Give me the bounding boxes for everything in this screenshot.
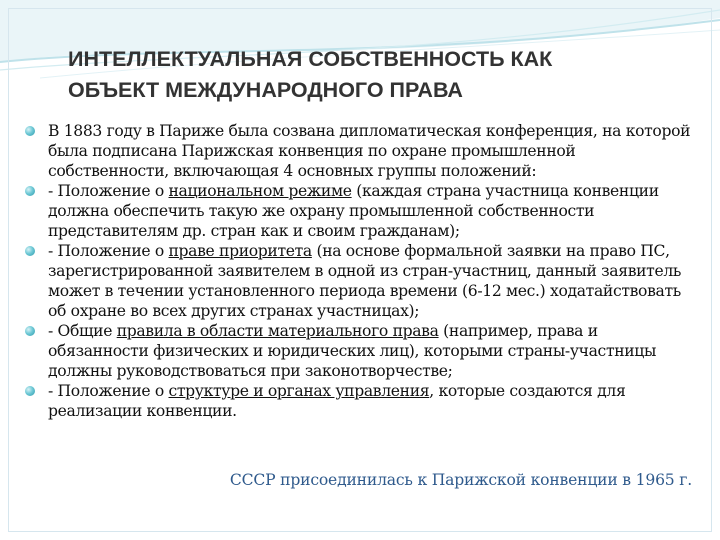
bullet-item [22, 321, 700, 381]
round-bullet-icon [25, 386, 35, 396]
bullet-text-after: (каждая страна участница конвенции должна обеспечить такую же охрану промышленной собственности представителям др. стран как и своим гражданам); [48, 182, 659, 240]
bullet-text-before: - Общие [48, 322, 117, 340]
round-bullet-icon [25, 186, 35, 196]
bullet-text-after: (например, права и обязанности физических и юридических лиц), которыми страны-участницы должны руководствоваться при законотворчестве; [48, 322, 657, 380]
slide-title-line-1: ИНТЕЛЛЕКТУАЛЬНАЯ СОБСТВЕННОСТЬ КАК [68, 47, 553, 71]
round-bullet-icon [25, 246, 35, 256]
round-bullet-icon [25, 326, 35, 336]
bullet-text-after: , которые создаются для реализации конвенции. [48, 382, 626, 420]
bullet-item [22, 121, 700, 181]
bullet-underlined-term: национальном режиме [168, 182, 352, 200]
bullet-list [22, 121, 700, 421]
bullet-item [22, 241, 700, 321]
slide-title [68, 44, 668, 106]
bullet-item [22, 381, 700, 421]
bullet-text-before: - Положение о [48, 382, 169, 400]
slide-title-line-2: ОБЪЕКТ МЕЖДУНАРОДНОГО ПРАВА [68, 78, 463, 102]
closing-note: СССР присоединилась к Парижской конвенции в 1965 г. [229, 471, 692, 489]
bullet-underlined-term: структуре и органах управления [168, 382, 430, 400]
bullet-text: В 1883 году в Париже была созвана дипломатическая конференция, на которой была подписана Парижская конвенция по охране промышленной собственности, включающая 4 основных группы положений: [48, 122, 691, 180]
bullet-underlined-term: праве приоритета [168, 242, 312, 260]
bullet-text-before: - Положение о [48, 182, 169, 200]
bullet-text-after: (на основе формальной заявки на право ПС, зарегистрированной заявителем в одной из стран-участниц, данный заявитель может в течении установленного периода времени (6-12 мес.) ходатайствовать об охране во всех других странах участницах); [48, 242, 682, 320]
bullet-underlined-term: правила в области материального права [116, 322, 439, 340]
round-bullet-icon [25, 126, 35, 136]
bullet-item [22, 181, 700, 241]
bullet-text-before: - Положение о [48, 242, 169, 260]
